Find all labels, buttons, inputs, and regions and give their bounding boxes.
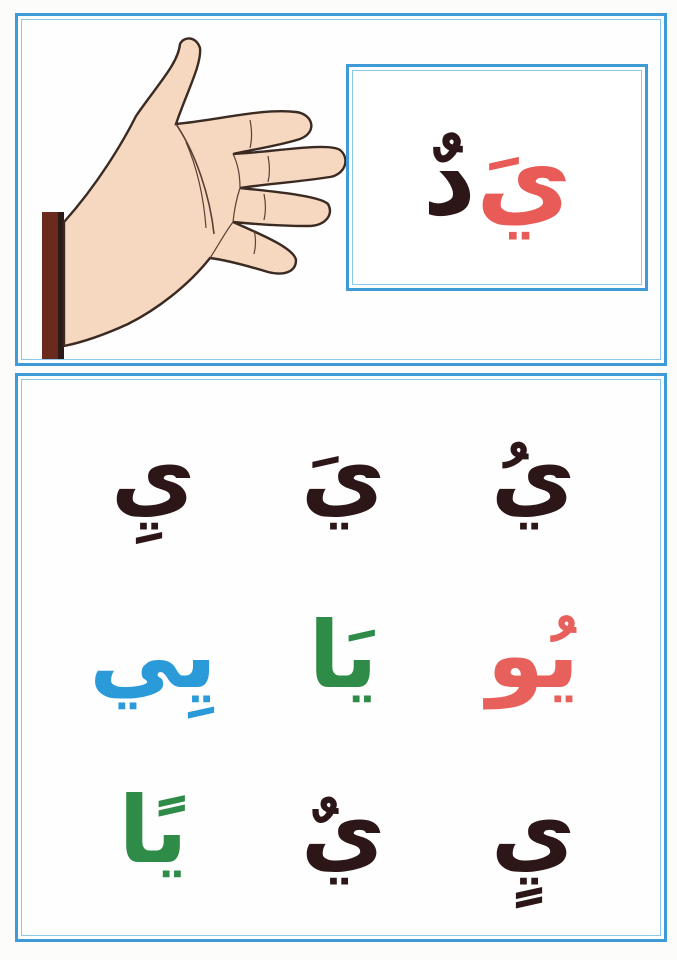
letter-ya-tanween-damm: يٌ bbox=[300, 777, 386, 884]
word-rest-part: دٌ bbox=[422, 116, 477, 239]
letter-ya-tanween-kasr: يٍ bbox=[490, 777, 576, 884]
letter-ya-long-i: يِي bbox=[89, 602, 217, 709]
word-yad bbox=[349, 67, 645, 288]
letter-ya-tanween-fath: يًا bbox=[118, 777, 188, 884]
hand-icon bbox=[28, 24, 363, 364]
word-card bbox=[346, 64, 648, 291]
letter-ya-fatha: يَ bbox=[300, 422, 386, 529]
letter-ya-long-a: يَا bbox=[308, 602, 378, 709]
letters-panel bbox=[15, 373, 667, 942]
top-panel bbox=[15, 13, 667, 366]
word-ya-part: يَ bbox=[476, 116, 572, 239]
letter-ya-kasra: يِ bbox=[110, 422, 196, 529]
letter-ya-long-u: يُو bbox=[486, 602, 580, 709]
letter-ya-damma: يُ bbox=[490, 422, 576, 529]
